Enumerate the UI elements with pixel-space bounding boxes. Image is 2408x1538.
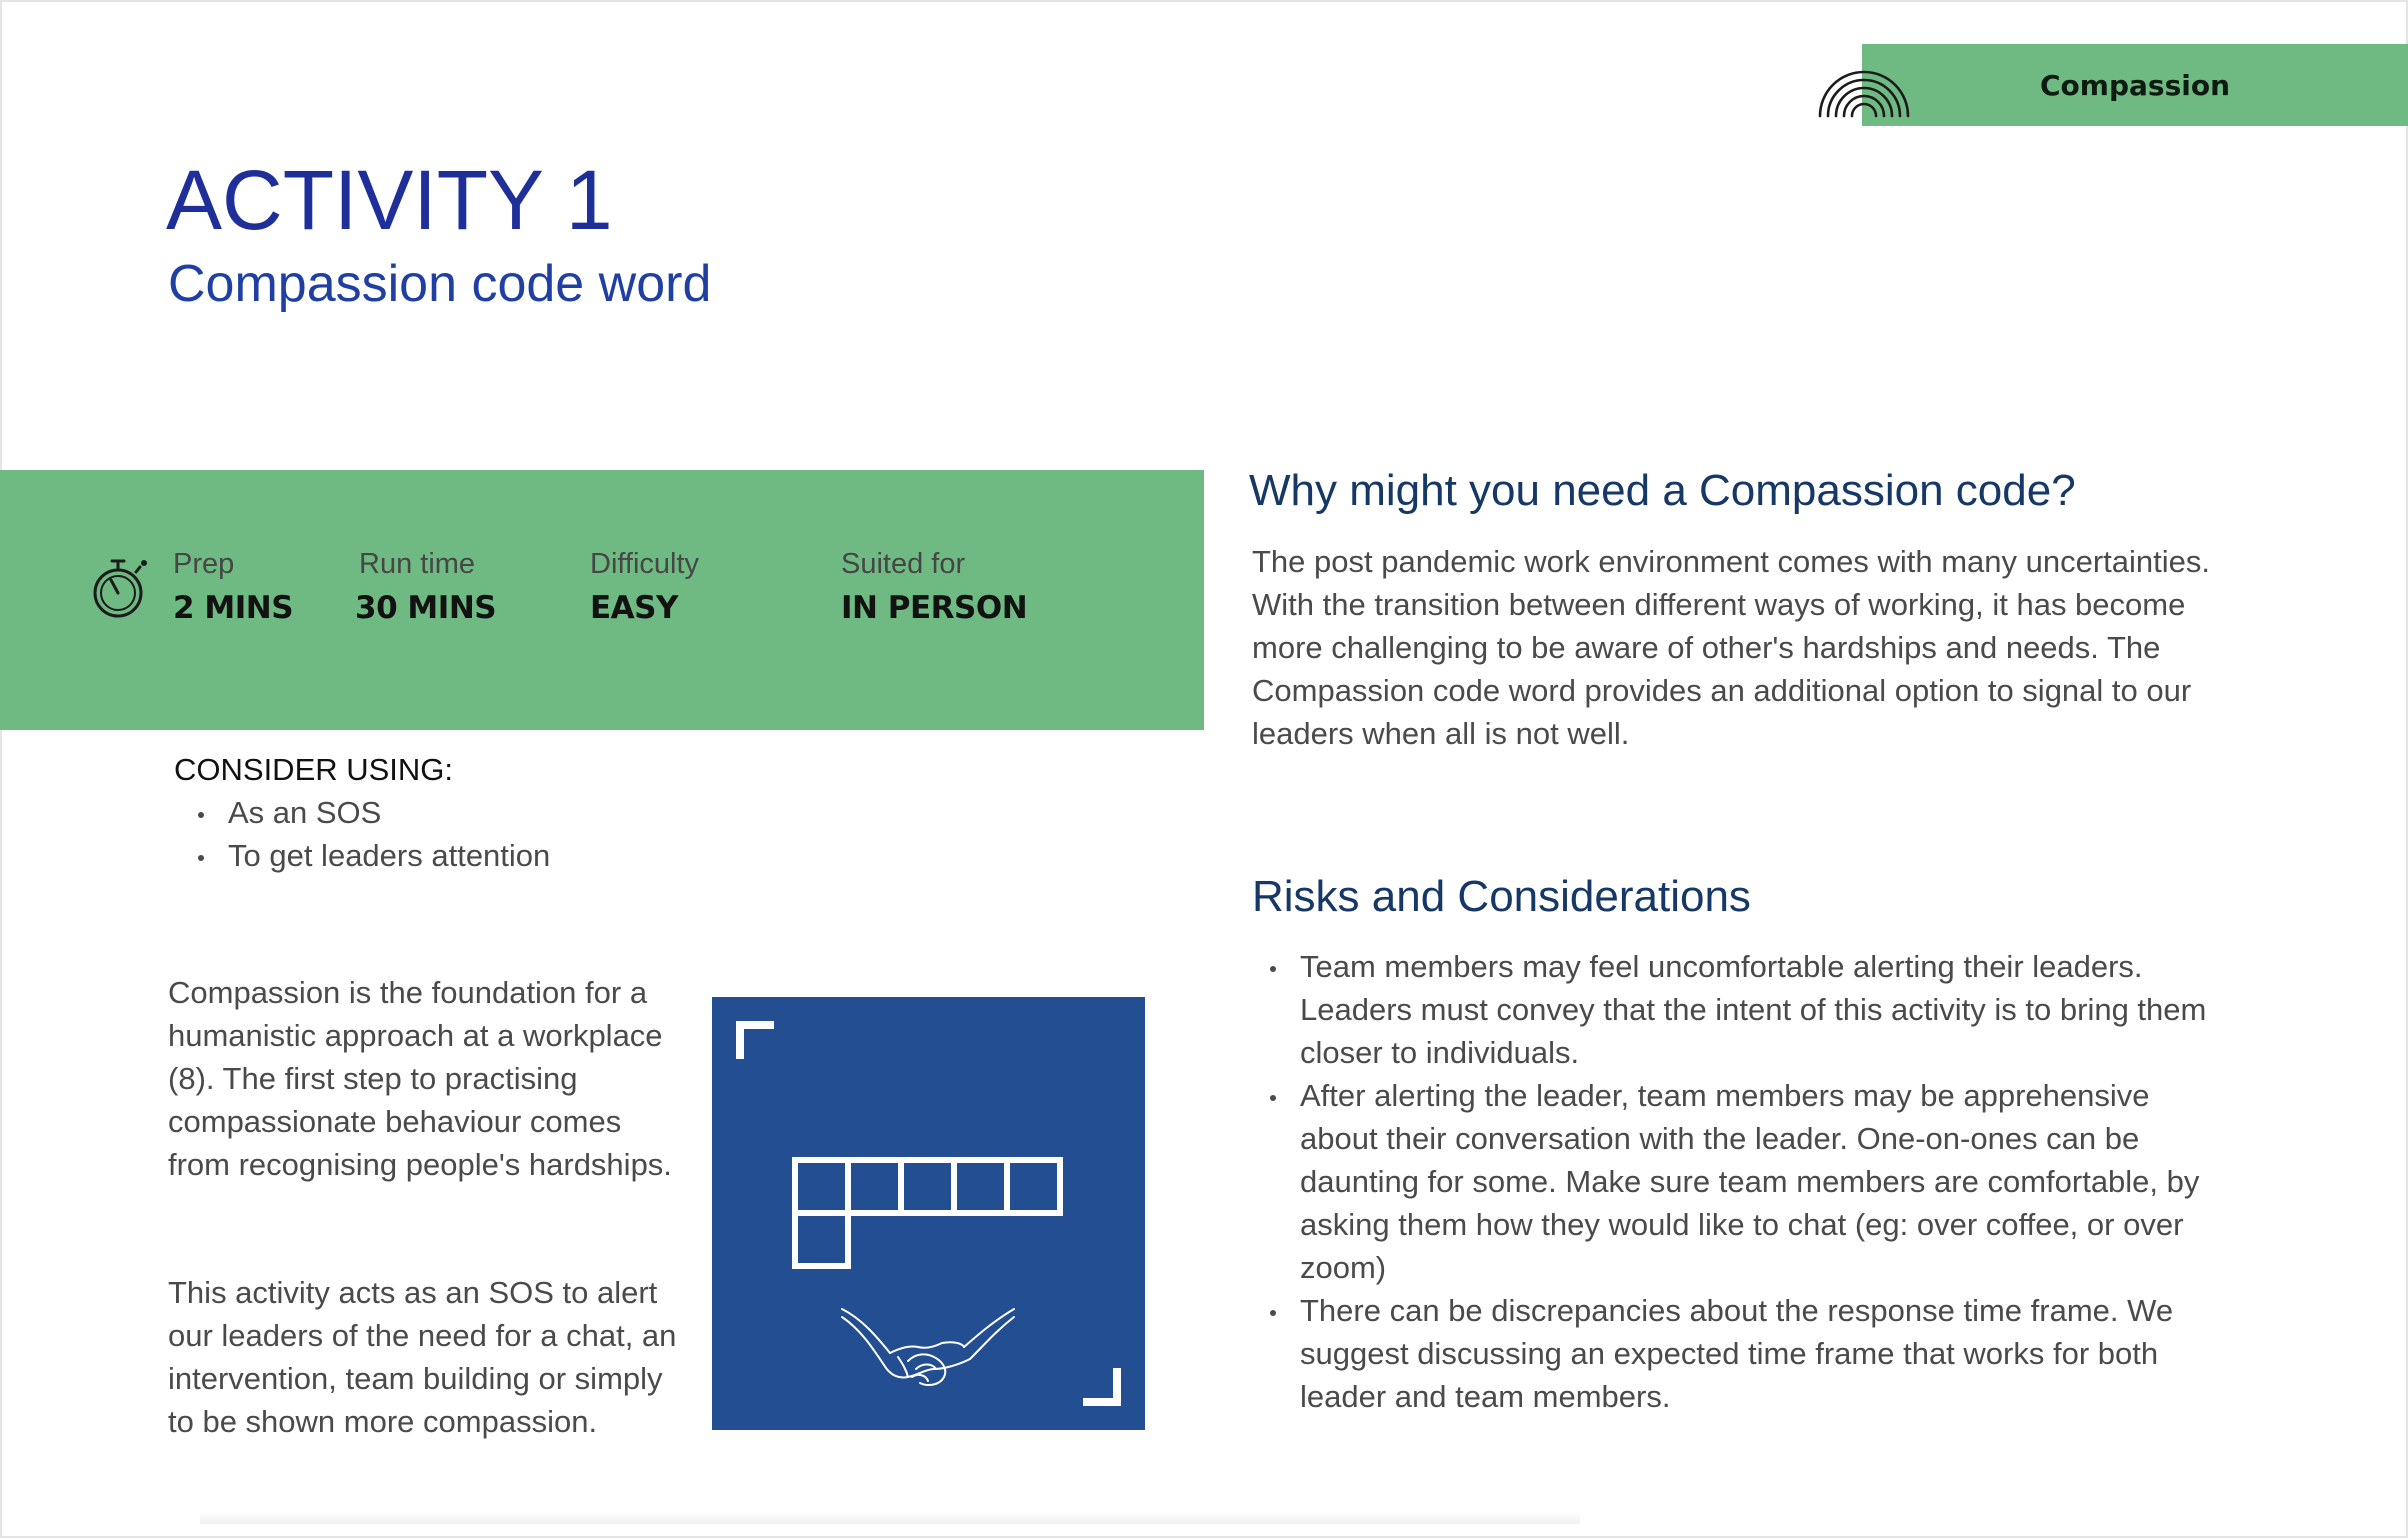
rainbow-icon xyxy=(1816,64,1912,120)
stat-difficulty xyxy=(590,546,699,628)
list-item: As an SOS xyxy=(198,791,678,834)
bottom-divider xyxy=(200,1512,1580,1524)
list-item: Team members may feel uncomfortable alerting their leaders. Leaders must convey that the intent of this activity is to bring them closer to individuals. xyxy=(1270,945,2230,1074)
stat-suited-for xyxy=(841,546,1027,628)
category-tag xyxy=(1862,44,2408,126)
list-item: After alerting the leader, team members may be apprehensive about their conversation with the leader. One-on-ones can be daunting for some. Make sure team members are comfortable, by asking them how they would like to chat (eg: over coffee, or over zoom) xyxy=(1270,1074,2230,1289)
code-word-grid-hands-illustration xyxy=(712,997,1145,1430)
stat-value: 2 MINS xyxy=(173,590,294,626)
risks-list xyxy=(1270,945,2230,1418)
stat-run-time xyxy=(355,546,496,628)
risks-heading: Risks and Considerations xyxy=(1252,872,1751,921)
stat-label: Suited for xyxy=(841,548,966,580)
list-item: There can be discrepancies about the response time frame. We suggest discussing an expected time frame that works for both leader and team members. xyxy=(1270,1289,2230,1418)
why-heading: Why might you need a Compassion code? xyxy=(1249,466,2076,515)
intro-paragraph: Compassion is the foundation for a humanistic approach at a workplace (8). The first step to practising compassionate behaviour comes from recognising people's hardships. xyxy=(168,975,672,1182)
stat-prep xyxy=(173,546,293,628)
consider-using-heading: CONSIDER USING: xyxy=(174,752,454,787)
activity-title: ACTIVITY 1 xyxy=(166,153,613,247)
stopwatch-icon xyxy=(90,553,150,621)
stat-label: Run time xyxy=(359,548,476,580)
category-label: Compassion xyxy=(2040,68,2230,102)
stat-value: EASY xyxy=(590,590,678,626)
consider-using-list xyxy=(198,791,678,877)
stat-label: Prep xyxy=(173,548,235,580)
why-paragraph: The post pandemic work environment comes with many uncertainties. With the transition between different ways of working, it has become more challenging to be aware of other's hardships and needs. The Compassion code word provides an additional option to signal to our leaders when all is not well. xyxy=(1252,544,2210,751)
stat-label: Difficulty xyxy=(590,548,700,580)
stat-value: IN PERSON xyxy=(841,590,1028,626)
purpose-paragraph: This activity acts as an SOS to alert our leaders of the need for a chat, an intervention, team building or simply to be shown more compassion. xyxy=(168,1275,677,1439)
list-item: To get leaders attention xyxy=(198,834,678,877)
stat-value: 30 MINS xyxy=(355,590,497,626)
activity-subtitle: Compassion code word xyxy=(168,255,712,313)
